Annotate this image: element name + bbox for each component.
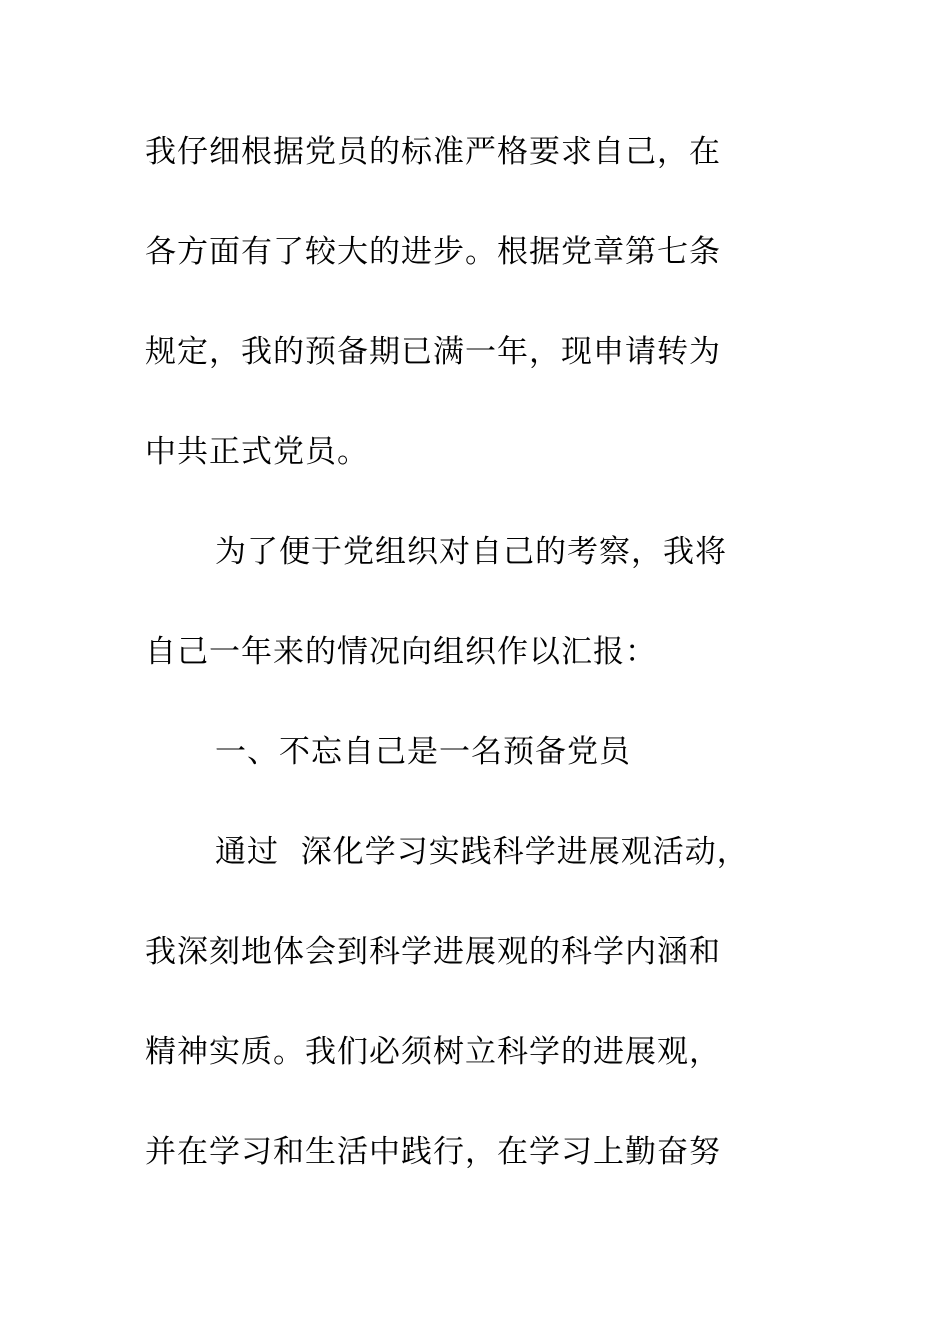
text-line: 精神实质。我们必须树立科学的进展观， <box>145 1034 721 1070</box>
paragraph-start-line: 通过 深化学习实践科学进展观活动， <box>215 834 749 870</box>
text-line: 我深刻地体会到科学进展观的科学内涵和 <box>145 934 721 970</box>
text-line: 中共正式党员。 <box>145 434 369 470</box>
text-line: 并在学习和生活中践行，在学习上勤奋努 <box>145 1134 721 1170</box>
text-line: 各方面有了较大的进步。根据党章第七条 <box>145 234 721 270</box>
text-line: 规定，我的预备期已满一年，现申请转为 <box>145 334 721 370</box>
paragraph-start-line: 为了便于党组织对自己的考察，我将 <box>215 534 727 570</box>
document-body <box>145 122 785 1222</box>
section-heading: 一、不忘自己是一名预备党员 <box>215 734 631 770</box>
text-line: 自己一年来的情况向组织作以汇报： <box>145 634 657 670</box>
text-line: 我仔细根据党员的标准严格要求自己，在 <box>145 134 721 170</box>
